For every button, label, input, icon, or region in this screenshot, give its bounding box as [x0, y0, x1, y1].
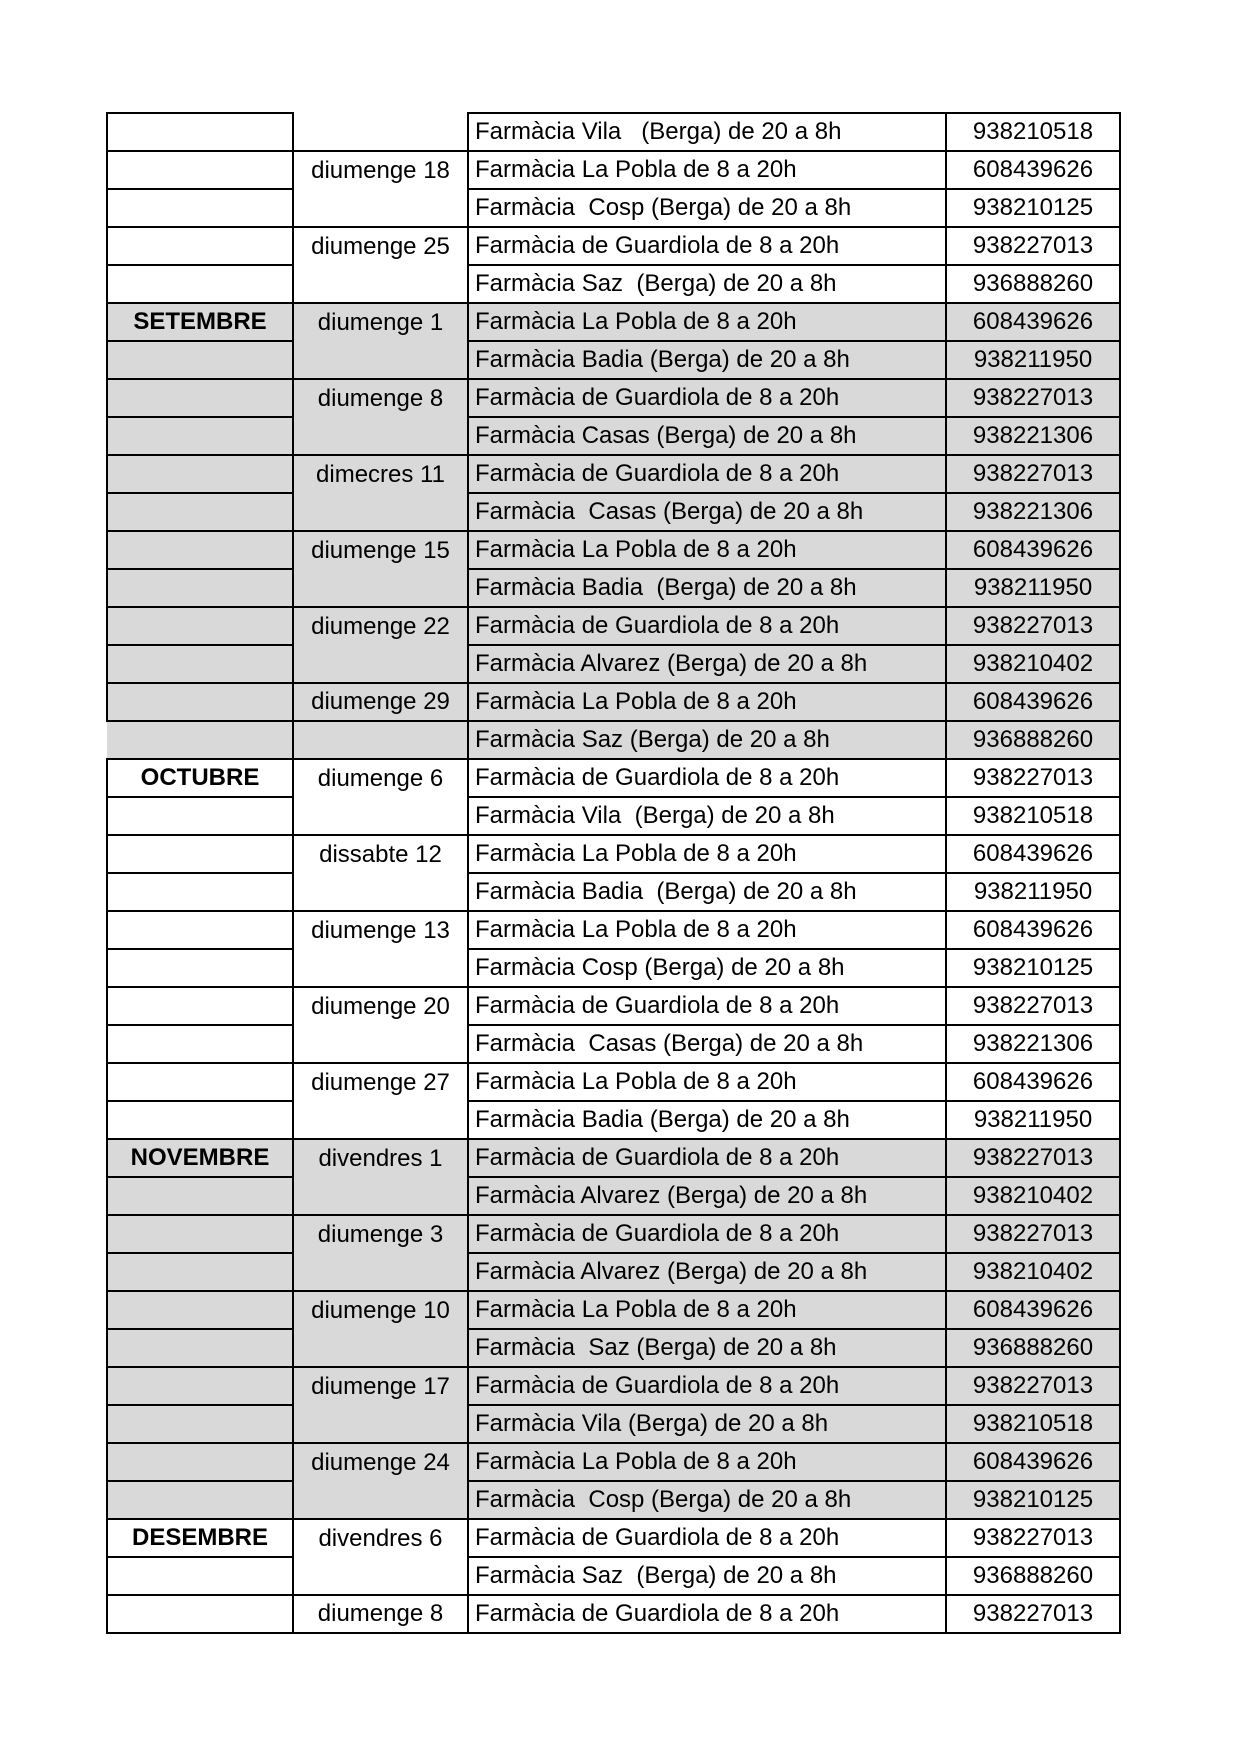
pharmacy-cell: Farmàcia Alvarez (Berga) de 20 a 8h [468, 1253, 946, 1291]
table-row [107, 797, 1120, 835]
pharmacy-cell: Farmàcia de Guardiola de 8 a 20h [468, 379, 946, 417]
table-row [107, 493, 1120, 531]
phone-cell: 938210518 [946, 113, 1120, 151]
table-row [107, 949, 1120, 987]
pharmacy-cell: Farmàcia de Guardiola de 8 a 20h [468, 607, 946, 645]
pharmacy-cell: Farmàcia La Pobla de 8 a 20h [468, 1291, 946, 1329]
month-cell [107, 645, 293, 683]
date-cell: dissabte 12 [293, 835, 468, 873]
table-row [107, 1025, 1120, 1063]
phone-cell: 608439626 [946, 151, 1120, 189]
pharmacy-cell: Farmàcia Badia (Berga) de 20 a 8h [468, 341, 946, 379]
pharmacy-cell: Farmàcia Cosp (Berga) de 20 a 8h [468, 949, 946, 987]
date-cell [293, 1557, 468, 1595]
pharmacy-cell: Farmàcia de Guardiola de 8 a 20h [468, 1139, 946, 1177]
date-cell: diumenge 24 [293, 1443, 468, 1481]
date-cell: diumenge 3 [293, 1215, 468, 1253]
table-row [107, 1101, 1120, 1139]
pharmacy-cell: Farmàcia Saz (Berga) de 20 a 8h [468, 265, 946, 303]
table-row [107, 1253, 1120, 1291]
phone-cell: 608439626 [946, 1291, 1120, 1329]
phone-cell: 608439626 [946, 683, 1120, 721]
pharmacy-cell: Farmàcia La Pobla de 8 a 20h [468, 911, 946, 949]
pharmacy-cell: Farmàcia Vila (Berga) de 20 a 8h [468, 1405, 946, 1443]
phone-cell: 938210402 [946, 1177, 1120, 1215]
phone-cell: 938210125 [946, 949, 1120, 987]
pharmacy-cell: Farmàcia Saz (Berga) de 20 a 8h [468, 1329, 946, 1367]
table-row [107, 303, 1120, 341]
phone-cell: 938227013 [946, 1215, 1120, 1253]
pharmacy-cell: Farmàcia Alvarez (Berga) de 20 a 8h [468, 645, 946, 683]
month-cell [107, 493, 293, 531]
month-cell [107, 987, 293, 1025]
date-cell: dimecres 11 [293, 455, 468, 493]
table-row [107, 721, 1120, 759]
phone-cell: 938221306 [946, 493, 1120, 531]
pharmacy-cell: Farmàcia La Pobla de 8 a 20h [468, 1443, 946, 1481]
table-row [107, 1557, 1120, 1595]
table-row [107, 683, 1120, 721]
month-cell [107, 797, 293, 835]
table-row [107, 1367, 1120, 1405]
date-cell [293, 1253, 468, 1291]
pharmacy-cell: Farmàcia Cosp (Berga) de 20 a 8h [468, 189, 946, 227]
table-row [107, 227, 1120, 265]
month-cell [107, 265, 293, 303]
table-row [107, 189, 1120, 227]
pharmacy-cell: Farmàcia Alvarez (Berga) de 20 a 8h [468, 1177, 946, 1215]
phone-cell: 608439626 [946, 531, 1120, 569]
pharmacy-cell: Farmàcia La Pobla de 8 a 20h [468, 151, 946, 189]
month-cell [107, 113, 293, 151]
month-cell [107, 835, 293, 873]
table-row [107, 873, 1120, 911]
pharmacy-cell: Farmàcia de Guardiola de 8 a 20h [468, 1215, 946, 1253]
month-cell [107, 1557, 293, 1595]
date-cell: diumenge 1 [293, 303, 468, 341]
phone-cell: 938211950 [946, 1101, 1120, 1139]
phone-cell: 938227013 [946, 759, 1120, 797]
schedule-body [107, 113, 1120, 1633]
date-cell: diumenge 29 [293, 683, 468, 721]
phone-cell: 938227013 [946, 379, 1120, 417]
phone-cell: 936888260 [946, 721, 1120, 759]
month-cell [107, 949, 293, 987]
month-cell [107, 151, 293, 189]
pharmacy-cell: Farmàcia La Pobla de 8 a 20h [468, 303, 946, 341]
pharmacy-cell: Farmàcia Casas (Berga) de 20 a 8h [468, 493, 946, 531]
pharmacy-cell: Farmàcia de Guardiola de 8 a 20h [468, 227, 946, 265]
phone-cell: 938227013 [946, 1595, 1120, 1633]
month-cell: OCTUBRE [107, 759, 293, 797]
month-cell [107, 911, 293, 949]
pharmacy-cell: Farmàcia Vila (Berga) de 20 a 8h [468, 113, 946, 151]
date-cell: diumenge 10 [293, 1291, 468, 1329]
phone-cell: 936888260 [946, 1329, 1120, 1367]
table-row [107, 341, 1120, 379]
phone-cell: 938211950 [946, 341, 1120, 379]
date-cell: diumenge 6 [293, 759, 468, 797]
table-row [107, 1443, 1120, 1481]
date-cell [293, 1405, 468, 1443]
month-cell [107, 1101, 293, 1139]
date-cell [293, 949, 468, 987]
month-cell [107, 1595, 293, 1633]
month-cell [107, 531, 293, 569]
month-cell: DESEMBRE [107, 1519, 293, 1557]
phone-cell: 938211950 [946, 873, 1120, 911]
table-row [107, 1405, 1120, 1443]
month-cell [107, 1405, 293, 1443]
table-row [107, 151, 1120, 189]
table-row [107, 1063, 1120, 1101]
table-row [107, 531, 1120, 569]
month-cell: NOVEMBRE [107, 1139, 293, 1177]
pharmacy-cell: Farmàcia Cosp (Berga) de 20 a 8h [468, 1481, 946, 1519]
table-row [107, 417, 1120, 455]
table-row [107, 1595, 1120, 1633]
month-cell [107, 227, 293, 265]
date-cell [293, 721, 468, 759]
phone-cell: 938227013 [946, 1139, 1120, 1177]
pharmacy-cell: Farmàcia Badia (Berga) de 20 a 8h [468, 1101, 946, 1139]
date-cell [293, 341, 468, 379]
table-row [107, 1139, 1120, 1177]
pharmacy-cell: Farmàcia La Pobla de 8 a 20h [468, 835, 946, 873]
pharmacy-cell: Farmàcia Saz (Berga) de 20 a 8h [468, 721, 946, 759]
date-cell [293, 797, 468, 835]
date-cell: diumenge 22 [293, 607, 468, 645]
date-cell [293, 493, 468, 531]
phone-cell: 938210518 [946, 1405, 1120, 1443]
month-cell [107, 1481, 293, 1519]
month-cell [107, 683, 293, 721]
date-cell [293, 189, 468, 227]
pharmacy-cell: Farmàcia de Guardiola de 8 a 20h [468, 1595, 946, 1633]
phone-cell: 938210402 [946, 645, 1120, 683]
phone-cell: 938210402 [946, 1253, 1120, 1291]
phone-cell: 938227013 [946, 1367, 1120, 1405]
month-cell [107, 455, 293, 493]
month-cell [107, 417, 293, 455]
table-row [107, 835, 1120, 873]
phone-cell: 938227013 [946, 455, 1120, 493]
date-cell [293, 569, 468, 607]
pharmacy-cell: Farmàcia La Pobla de 8 a 20h [468, 1063, 946, 1101]
pharmacy-cell: Farmàcia de Guardiola de 8 a 20h [468, 455, 946, 493]
date-cell: diumenge 8 [293, 1595, 468, 1633]
date-cell: divendres 1 [293, 1139, 468, 1177]
month-cell [107, 1329, 293, 1367]
phone-cell: 938221306 [946, 417, 1120, 455]
date-cell: diumenge 20 [293, 987, 468, 1025]
table-row [107, 759, 1120, 797]
date-cell [293, 1101, 468, 1139]
table-row [107, 911, 1120, 949]
table-row [107, 1329, 1120, 1367]
month-cell [107, 1025, 293, 1063]
pharmacy-cell: Farmàcia de Guardiola de 8 a 20h [468, 987, 946, 1025]
phone-cell: 936888260 [946, 265, 1120, 303]
month-cell [107, 721, 293, 759]
phone-cell: 938221306 [946, 1025, 1120, 1063]
phone-cell: 608439626 [946, 835, 1120, 873]
phone-cell: 608439626 [946, 911, 1120, 949]
table-row [107, 379, 1120, 417]
pharmacy-cell: Farmàcia Vila (Berga) de 20 a 8h [468, 797, 946, 835]
pharmacy-cell: Farmàcia Saz (Berga) de 20 a 8h [468, 1557, 946, 1595]
date-cell: diumenge 18 [293, 151, 468, 189]
date-cell [293, 265, 468, 303]
month-cell [107, 1215, 293, 1253]
month-cell [107, 1443, 293, 1481]
pharmacy-cell: Farmàcia Badia (Berga) de 20 a 8h [468, 873, 946, 911]
date-cell [293, 645, 468, 683]
phone-cell: 608439626 [946, 1443, 1120, 1481]
table-row [107, 645, 1120, 683]
pharmacy-cell: Farmàcia de Guardiola de 8 a 20h [468, 1367, 946, 1405]
date-cell: diumenge 13 [293, 911, 468, 949]
month-cell [107, 1063, 293, 1101]
month-cell [107, 1291, 293, 1329]
pharmacy-cell: Farmàcia La Pobla de 8 a 20h [468, 683, 946, 721]
month-cell [107, 341, 293, 379]
date-cell [293, 1481, 468, 1519]
phone-cell: 936888260 [946, 1557, 1120, 1595]
table-row [107, 1215, 1120, 1253]
month-cell [107, 873, 293, 911]
month-cell [107, 569, 293, 607]
month-cell [107, 1367, 293, 1405]
phone-cell: 608439626 [946, 1063, 1120, 1101]
table-row [107, 265, 1120, 303]
date-cell: divendres 6 [293, 1519, 468, 1557]
date-cell: diumenge 27 [293, 1063, 468, 1101]
table-row [107, 569, 1120, 607]
pharmacy-cell: Farmàcia Badia (Berga) de 20 a 8h [468, 569, 946, 607]
month-cell [107, 1253, 293, 1291]
date-cell [293, 1025, 468, 1063]
table-row [107, 1481, 1120, 1519]
pharmacy-cell: Farmàcia de Guardiola de 8 a 20h [468, 759, 946, 797]
table-row [107, 1519, 1120, 1557]
phone-cell: 938211950 [946, 569, 1120, 607]
phone-cell: 938210125 [946, 189, 1120, 227]
phone-cell: 938227013 [946, 607, 1120, 645]
table-row [107, 1177, 1120, 1215]
date-cell [293, 113, 468, 151]
date-cell [293, 1177, 468, 1215]
table-row [107, 1291, 1120, 1329]
phone-cell: 938227013 [946, 987, 1120, 1025]
pharmacy-cell: Farmàcia Casas (Berga) de 20 a 8h [468, 1025, 946, 1063]
table-row [107, 987, 1120, 1025]
table-row [107, 113, 1120, 151]
table-row [107, 607, 1120, 645]
month-cell [107, 607, 293, 645]
pharmacy-cell: Farmàcia Casas (Berga) de 20 a 8h [468, 417, 946, 455]
date-cell [293, 1329, 468, 1367]
date-cell [293, 417, 468, 455]
date-cell: diumenge 25 [293, 227, 468, 265]
month-cell: SETEMBRE [107, 303, 293, 341]
month-cell [107, 1177, 293, 1215]
table-row [107, 455, 1120, 493]
phone-cell: 608439626 [946, 303, 1120, 341]
pharmacy-schedule-table [106, 112, 1121, 1634]
month-cell [107, 379, 293, 417]
phone-cell: 938210518 [946, 797, 1120, 835]
date-cell [293, 873, 468, 911]
month-cell [107, 189, 293, 227]
pharmacy-cell: Farmàcia La Pobla de 8 a 20h [468, 531, 946, 569]
phone-cell: 938227013 [946, 1519, 1120, 1557]
pharmacy-cell: Farmàcia de Guardiola de 8 a 20h [468, 1519, 946, 1557]
date-cell: diumenge 8 [293, 379, 468, 417]
phone-cell: 938210125 [946, 1481, 1120, 1519]
phone-cell: 938227013 [946, 227, 1120, 265]
date-cell: diumenge 15 [293, 531, 468, 569]
date-cell: diumenge 17 [293, 1367, 468, 1405]
